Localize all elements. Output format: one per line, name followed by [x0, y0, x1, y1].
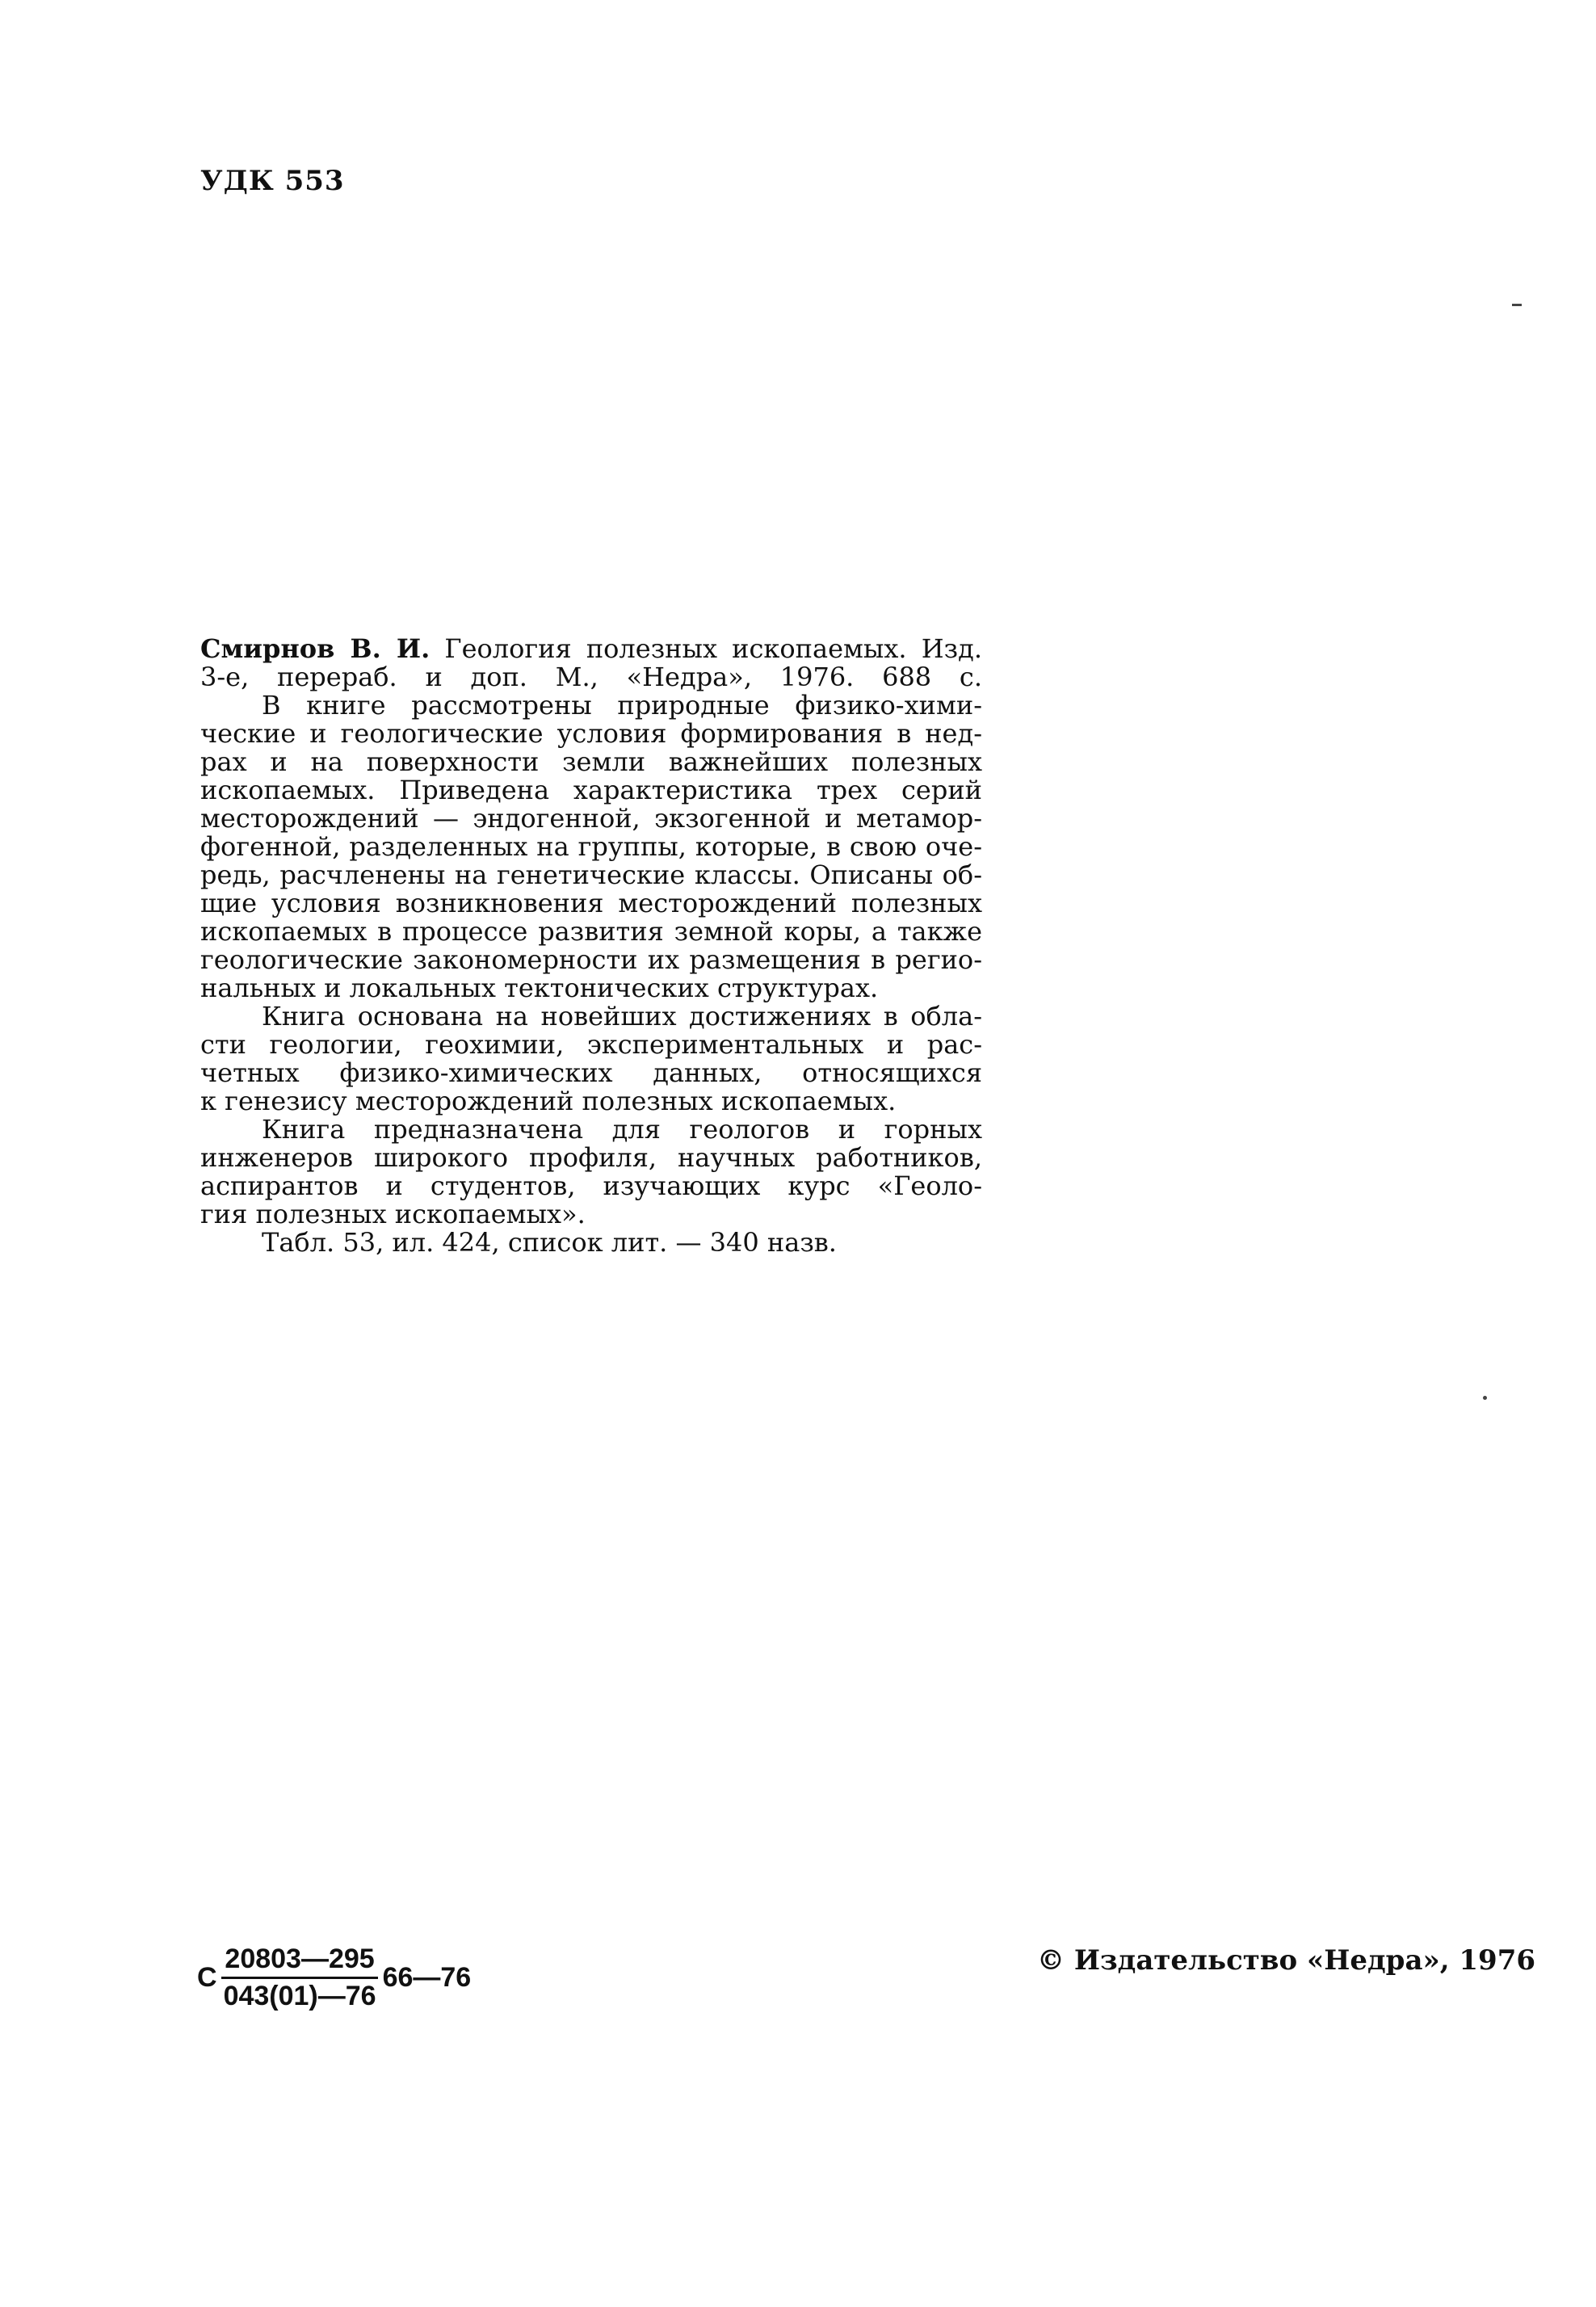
abstract-line: аспирантов и студентов, изучающих курс «Геоло-	[200, 1170, 982, 1201]
book-stats: Табл. 53, ил. 424, список лит. — 340 назв.	[262, 1227, 837, 1258]
abstract-line: четных физико-химических данных, относящихся	[200, 1057, 982, 1088]
scan-speck	[1483, 1396, 1487, 1400]
copyright-notice: © Издательство «Недра», 1976	[1037, 1944, 1536, 1977]
index-denominator: 043(01)—76	[223, 1981, 376, 2011]
abstract-line: инженеров широкого профиля, научных работников,	[200, 1142, 982, 1173]
abstract-line: ческие и геологические условия формирования в нед-	[200, 718, 982, 749]
abstract-line: Книга основана на новейших достижениях в обла-	[262, 1001, 982, 1032]
abstract-line: гия полезных ископаемых».	[200, 1199, 586, 1229]
publication-index	[197, 1944, 471, 2012]
index-suffix: 66—76	[382, 1962, 472, 1993]
abstract-line: ископаемых. Приведена характеристика трех серий	[200, 775, 982, 805]
abstract-line: В книге рассмотрены природные физико-хими-	[262, 690, 982, 721]
abstract-line: рах и на поверхности земли важнейших полезных	[200, 746, 982, 777]
abstract-line: месторождений — эндогенной, экзогенной и метамор-	[200, 803, 982, 834]
abstract-line	[200, 635, 982, 663]
bibliographic-abstract	[200, 635, 982, 1257]
index-numerator: 20803—295	[221, 1944, 377, 1979]
book-title: Геология полезных ископаемых. Изд.	[444, 633, 982, 664]
abstract-line: сти геологии, геохимии, экспериментальных и рас-	[200, 1029, 982, 1060]
abstract-line: щие условия возникновения месторождений полезных	[200, 888, 982, 918]
abstract-line: Книга предназначена для геологов и горных	[262, 1114, 982, 1145]
udk-code: УДК 553	[200, 165, 345, 197]
author-name: Смирнов В. И.	[200, 633, 430, 664]
abstract-line: фогенной, разделенных на группы, которые, в свою оче-	[200, 831, 982, 862]
abstract-line: редь, расчленены на генетические классы. Описаны об-	[200, 859, 982, 890]
abstract-line: 3-е, перераб. и доп. М., «Недра», 1976. 688 с.	[200, 662, 982, 692]
abstract-line: нальных и локальных тектонических структурах.	[200, 973, 879, 1003]
scan-speck	[1512, 304, 1522, 306]
index-letter: С	[197, 1962, 217, 1993]
abstract-line: ископаемых в процессе развития земной коры, а также	[200, 916, 982, 947]
abstract-line: к генезису месторождений полезных ископаемых.	[200, 1086, 897, 1116]
index-fraction	[220, 1944, 380, 2012]
abstract-line: геологические закономерности их размещения в регио-	[200, 944, 982, 975]
